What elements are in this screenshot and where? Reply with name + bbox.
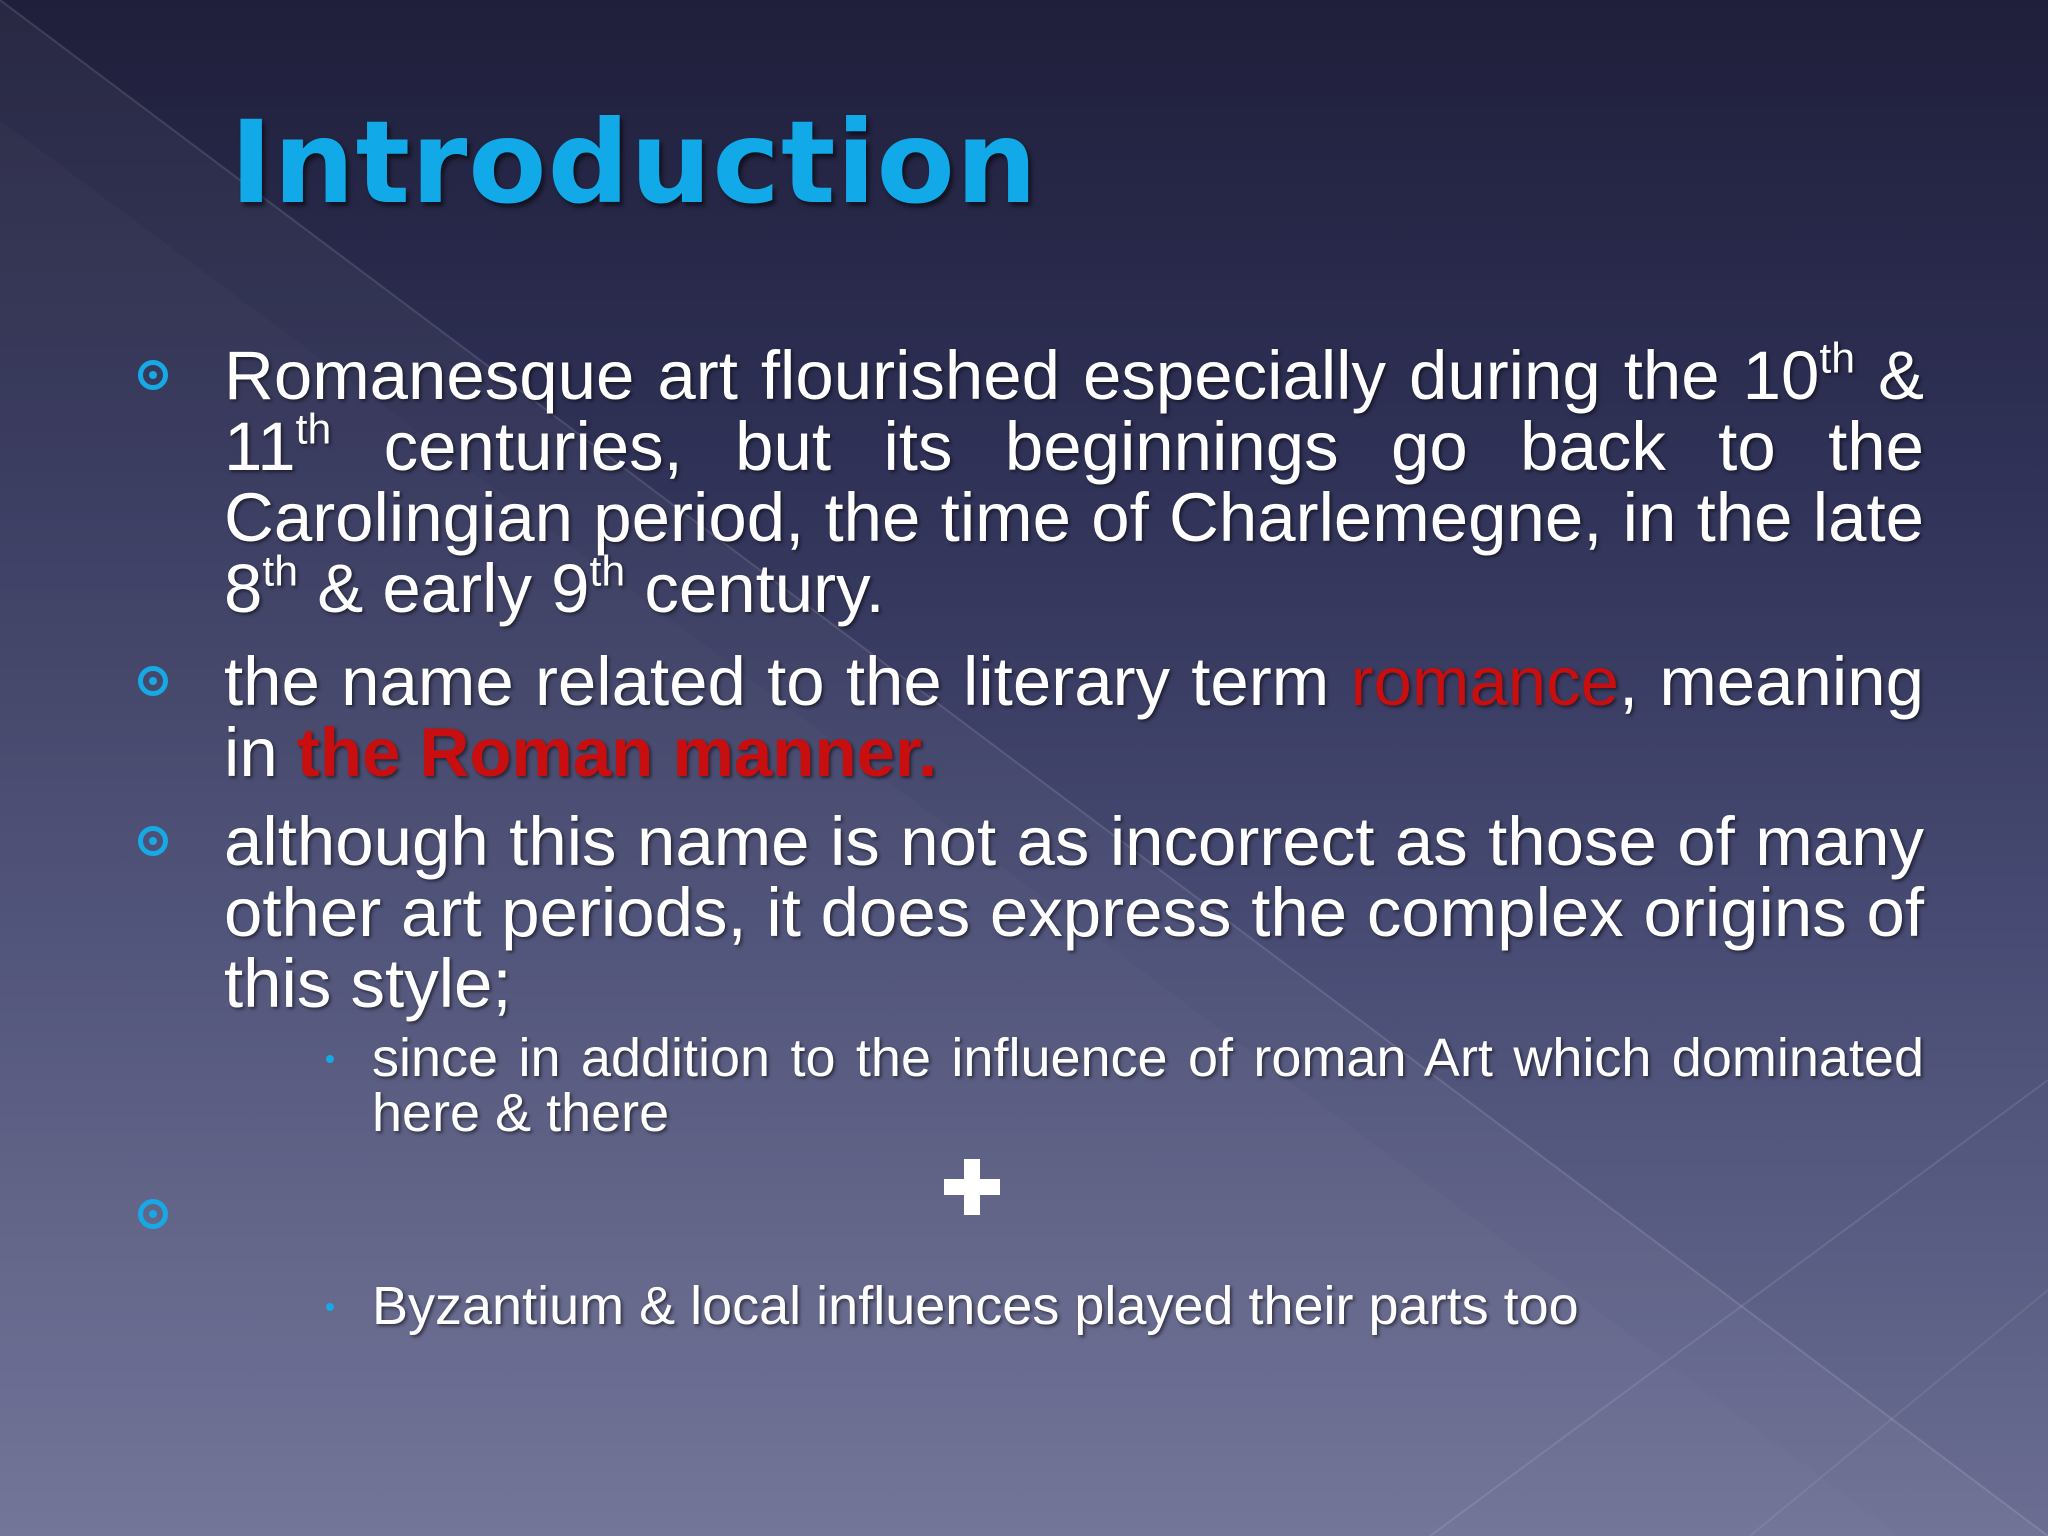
bullet-text: & 11: [224, 337, 1924, 485]
superscript: th: [1819, 334, 1855, 383]
bullet-item: [224, 334, 1924, 627]
sub-bullet-text: since in addition to the influence of roman Art which dominated here & there: [372, 1028, 1924, 1143]
highlighted-term: romance: [1350, 643, 1619, 720]
dot-icon: [326, 1055, 334, 1063]
bullet-item-plus: [224, 1159, 1924, 1279]
bullet-list: [224, 334, 1924, 1336]
highlighted-phrase: the Roman manner.: [296, 714, 938, 791]
circled-dot-icon: [138, 360, 168, 390]
superscript: th: [262, 547, 299, 596]
sub-bullet-text: Byzantium & local influences played their parts too: [372, 1276, 1579, 1336]
slide-title: Introduction: [230, 96, 1038, 229]
bullet-text: the name related to the literary term: [224, 643, 1351, 720]
superscript: th: [295, 405, 332, 454]
sub-bullet-item: [372, 1276, 1924, 1336]
bullet-text: & early 9: [298, 550, 590, 627]
circled-dot-icon: [138, 666, 168, 696]
bullet-item: [224, 643, 1924, 791]
bullet-text: century.: [625, 550, 885, 627]
bullet-text: centuries, but its beginnings go back to the Carolingian period, the time of Charlemegne, in the late 8: [224, 408, 1924, 627]
superscript: th: [589, 547, 626, 596]
dot-icon: [326, 1303, 334, 1311]
bullet-text: , meaning in: [224, 643, 1924, 791]
circled-dot-icon: [138, 1199, 168, 1229]
bullet-text: although this name is not as incorrect as those of many other art periods, it does express the complex origins of this style;: [224, 803, 1924, 1022]
sub-bullet-item: [372, 1028, 1924, 1143]
bullet-item: [224, 803, 1924, 1022]
plus-icon: [944, 1159, 1000, 1215]
bullet-text: Romanesque art flourished especially during the 10: [224, 337, 1820, 414]
circled-dot-icon: [138, 826, 168, 856]
